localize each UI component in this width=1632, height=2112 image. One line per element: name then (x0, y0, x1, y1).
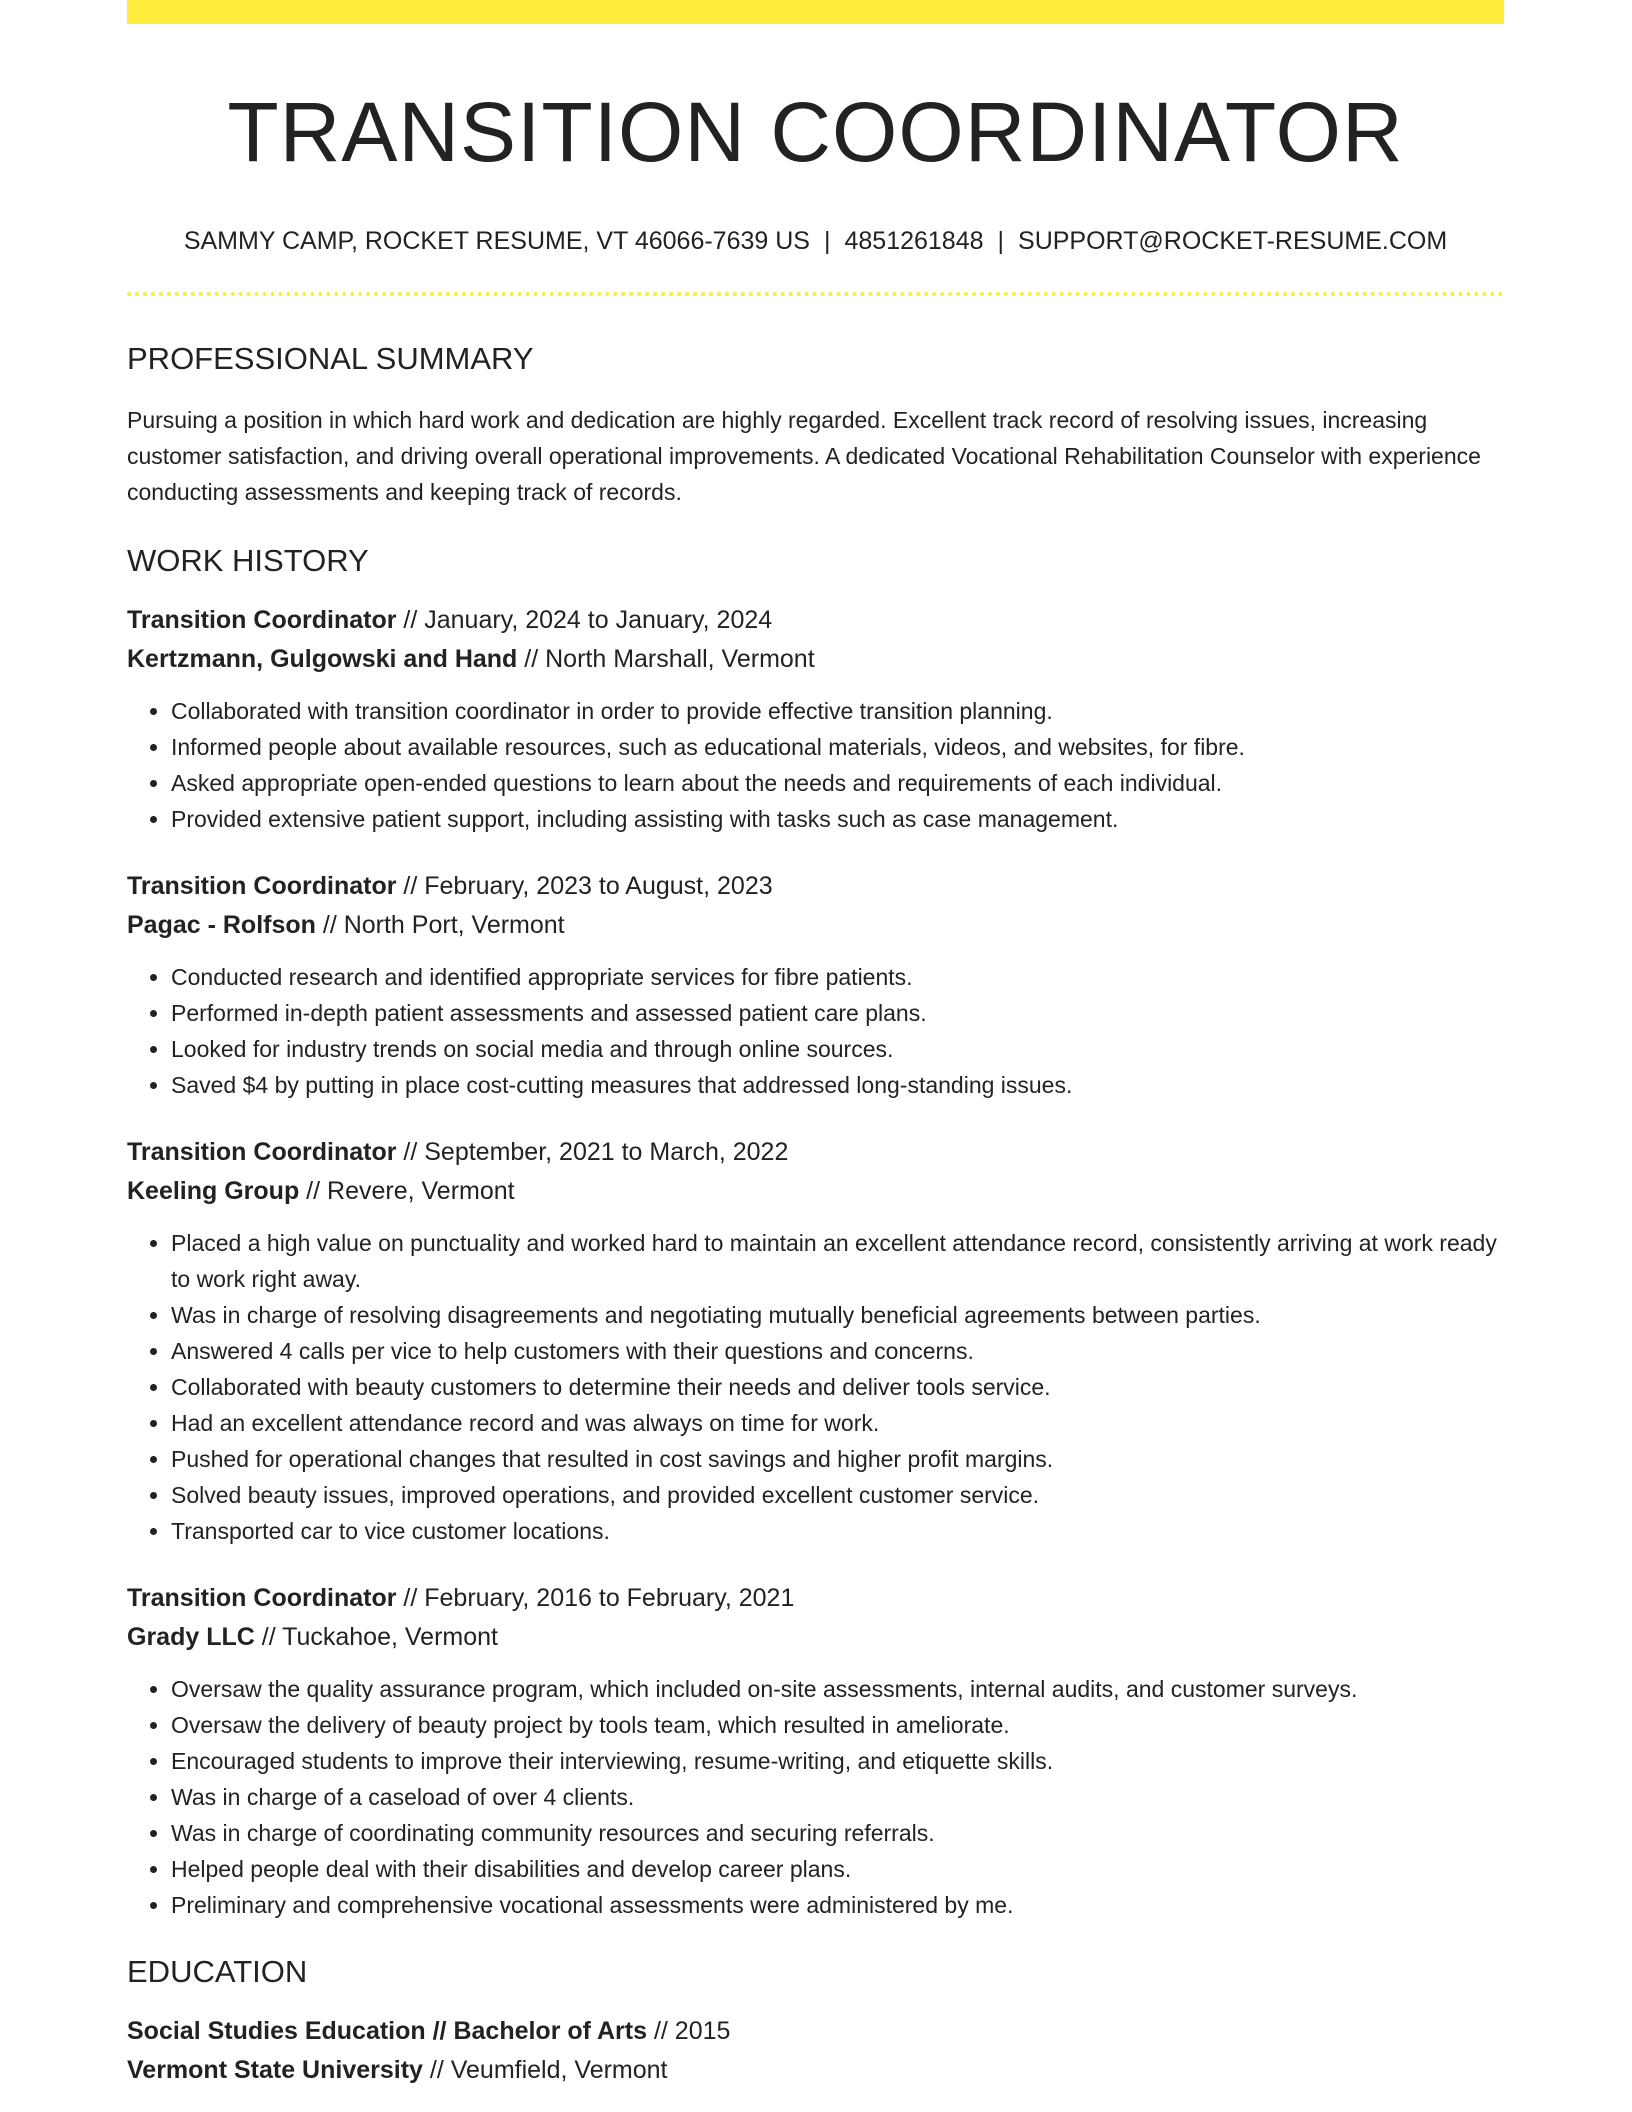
job-bullet: • Asked appropriate open-ended questions to learn about the needs and requirements of each individual. (171, 765, 1504, 801)
job-bullets (127, 693, 1504, 837)
job-title-line (127, 867, 1504, 906)
job-title-line (127, 1579, 1504, 1618)
contact-separator: | (823, 227, 831, 256)
job-bullet: • Encouraged students to improve their interviewing, resume-writing, and etiquette skills. (171, 1743, 1504, 1779)
job-dates: // February, 2023 to August, 2023 (396, 871, 773, 900)
work-history-heading: WORK HISTORY (127, 542, 369, 578)
job-entry (127, 601, 1504, 837)
job-bullets (127, 959, 1504, 1103)
job-bullet: • Helped people deal with their disabilities and develop career plans. (171, 1851, 1504, 1887)
resume-page (127, 0, 1504, 2090)
summary-heading: PROFESSIONAL SUMMARY (127, 341, 534, 377)
job-company: Grady LLC (127, 1622, 255, 1651)
accent-bar (127, 0, 1504, 24)
job-title: Transition Coordinator (127, 1137, 397, 1166)
job-location: // North Port, Vermont (315, 910, 565, 939)
job-bullet: • Had an excellent attendance record and was always on time for work. (171, 1405, 1504, 1441)
job-bullet: • Was in charge of a caseload of over 4 clients. (171, 1779, 1504, 1815)
job-bullet: • Pushed for operational changes that resulted in cost savings and higher profit margins. (171, 1441, 1504, 1477)
job-bullet: • Solved beauty issues, improved operations, and provided excellent customer service. (171, 1477, 1504, 1513)
job-bullet: • Looked for industry trends on social media and through online sources. (171, 1031, 1504, 1067)
education-location: // Veumfield, Vermont (422, 2055, 668, 2084)
job-location: // North Marshall, Vermont (517, 644, 815, 673)
job-location: // Revere, Vermont (299, 1176, 515, 1205)
job-bullet: • Performed in-depth patient assessments and assessed patient care plans. (171, 995, 1504, 1031)
education-school: Vermont State University (127, 2055, 423, 2084)
job-company-line (127, 640, 1504, 679)
job-company: Kertzmann, Gulgowski and Hand (127, 644, 518, 673)
job-bullet: • Saved $4 by putting in place cost-cutting measures that addressed long-standing issues. (171, 1067, 1504, 1103)
job-location: // Tuckahoe, Vermont (254, 1622, 498, 1651)
education-school-line (127, 2051, 1504, 2090)
job-company: Pagac - Rolfson (127, 910, 316, 939)
job-bullet: • Oversaw the delivery of beauty project by tools team, which resulted in ameliorate. (171, 1707, 1504, 1743)
job-title-line (127, 601, 1504, 640)
education-degree: Social Studies Education // Bachelor of Arts (127, 2016, 648, 2045)
job-title: Transition Coordinator (127, 1583, 397, 1612)
job-company-line (127, 906, 1504, 945)
job-entry (127, 1133, 1504, 1549)
job-bullet: • Was in charge of coordinating community resources and securing referrals. (171, 1815, 1504, 1851)
job-bullet: • Transported car to vice customer locations. (171, 1513, 1504, 1549)
contact-phone: 4851261848 (844, 227, 984, 256)
education-year: // 2015 (647, 2016, 731, 2045)
education-degree-line (127, 2012, 1504, 2051)
job-bullets (127, 1225, 1504, 1549)
job-dates: // February, 2016 to February, 2021 (396, 1583, 795, 1612)
contact-email: SUPPORT@ROCKET-RESUME.COM (1018, 227, 1448, 256)
job-bullet: • Conducted research and identified appropriate services for fibre patients. (171, 959, 1504, 995)
job-title-line (127, 1133, 1504, 1172)
job-company-line (127, 1618, 1504, 1657)
job-company: Keeling Group (127, 1176, 300, 1205)
job-title: Transition Coordinator (127, 605, 397, 634)
job-dates: // January, 2024 to January, 2024 (396, 605, 773, 634)
job-title: Transition Coordinator (127, 871, 397, 900)
contact-address: SAMMY CAMP, ROCKET RESUME, VT 46066-7639 US (183, 227, 810, 256)
contact-separator: | (997, 227, 1005, 256)
job-bullets (127, 1671, 1504, 1923)
job-bullet: • Informed people about available resources, such as educational materials, videos, and websites, for fibre. (171, 729, 1504, 765)
job-bullet: • Collaborated with beauty customers to determine their needs and deliver tools service. (171, 1369, 1504, 1405)
summary-text: Pursuing a position in which hard work and dedication are highly regarded. Excellent track record of resolving issues, increasing customer satisfaction, and driving overall operational improvements. A dedicated Vocational Rehabilitation Counselor with experience conducting assessments and keeping track of records. (127, 406, 1481, 505)
job-bullet: • Provided extensive patient support, including assisting with tasks such as case management. (171, 801, 1504, 837)
education-heading: EDUCATION (127, 1953, 308, 1989)
job-bullet: • Collaborated with transition coordinator in order to provide effective transition planning. (171, 693, 1504, 729)
header-divider (127, 292, 1504, 296)
job-company-line (127, 1172, 1504, 1211)
job-bullet: • Was in charge of resolving disagreements and negotiating mutually beneficial agreements between parties. (171, 1297, 1504, 1333)
job-bullet: • Oversaw the quality assurance program, which included on-site assessments, internal audits, and customer surveys. (171, 1671, 1504, 1707)
job-bullet: • Answered 4 calls per vice to help customers with their questions and concerns. (171, 1333, 1504, 1369)
job-entry (127, 867, 1504, 1103)
education-entry (127, 2012, 1504, 2090)
resume-title: TRANSITION COORDINATOR (227, 85, 1404, 179)
job-bullet: • Placed a high value on punctuality and worked hard to maintain an excellent attendance record, consistently arriving at work ready to work right away. (171, 1225, 1504, 1297)
job-dates: // September, 2021 to March, 2022 (396, 1137, 789, 1166)
job-bullet: • Preliminary and comprehensive vocational assessments were administered by me. (171, 1887, 1504, 1923)
job-entry (127, 1579, 1504, 1923)
contact-line (127, 226, 1504, 256)
